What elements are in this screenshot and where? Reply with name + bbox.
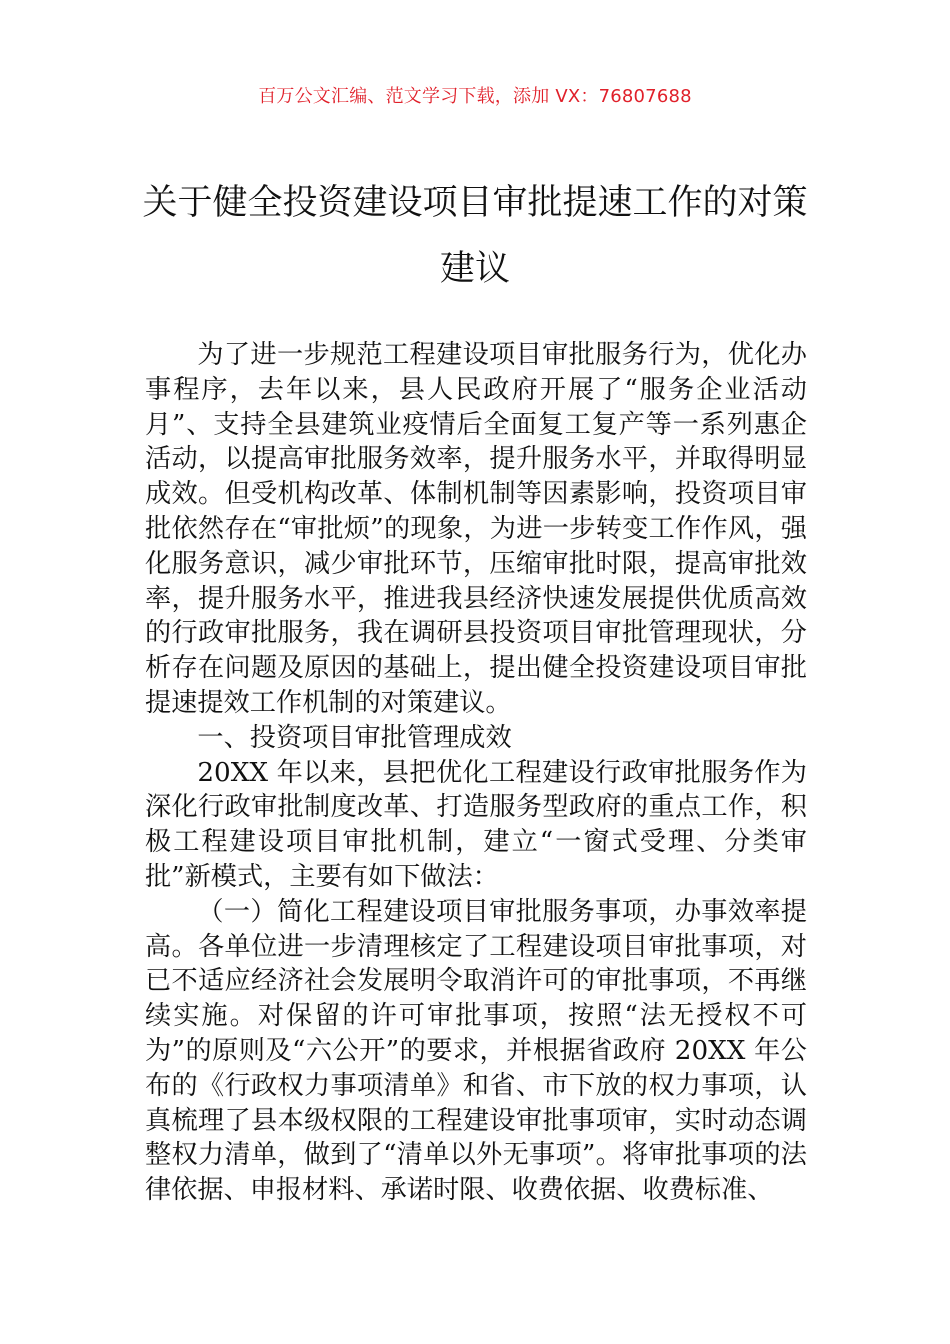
section-heading: 一、投资项目审批管理成效: [197, 722, 512, 753]
document-body: [145, 338, 807, 1208]
body-paragraph: 20XX 年以来，县把优化工程建设行政审批服务作为深化行政审批制度改革、打造服务型政府的重点工作，积极工程建设项目审批机制，建立“一窗式受理、分类审批”新模式，主要有如下做法：: [145, 757, 807, 892]
document-title: 关于健全投资建设项目审批提速工作的对策建议: [142, 183, 808, 289]
body-paragraph: （一）简化工程建设项目审批服务事项，办事效率提高。各单位进一步清理核定了工程建设项目审批事项，对已不适应经济社会发展明令取消许可的审批事项，不再继续实施。对保留的许可审批事项，按照“法无授权不可为”的原则及“六公开”的要求，并根据省政府 20XX 年公布的《行政权力事项清单》和省、市下放的权力事项，认真梳理了县本级权限的工程建设审批事项审，实时动态调整权力清单，做到了“清单以外无事项”。将审批事项的法律依据、申报材料、承诺时限、收费依据、收费标准、: [145, 896, 807, 1206]
watermark-banner: 百万公文汇编、范文学习下载，添加 VX：76807688: [258, 86, 692, 107]
intro-paragraph: 为了进一步规范工程建设项目审批服务行为，优化办事程序，去年以来，县人民政府开展了“服务企业活动月”、支持全县建筑业疫情后全面复工复产等一系列惠企活动，以提高审批服务效率，提升服务水平，并取得明显成效。但受机构改革、体制机制等因素影响，投资项目审批依然存在“审批烦”的现象，为进一步转变工作作风，强化服务意识，减少审批环节，压缩审批时限，提高审批效率，提升服务水平，推进我县经济快速发展提供优质高效的行政审批服务，我在调研县投资项目审批管理现状，分析存在问题及原因的基础上，提出健全投资建设项目审批提速提效工作机制的对策建议。: [145, 340, 807, 718]
